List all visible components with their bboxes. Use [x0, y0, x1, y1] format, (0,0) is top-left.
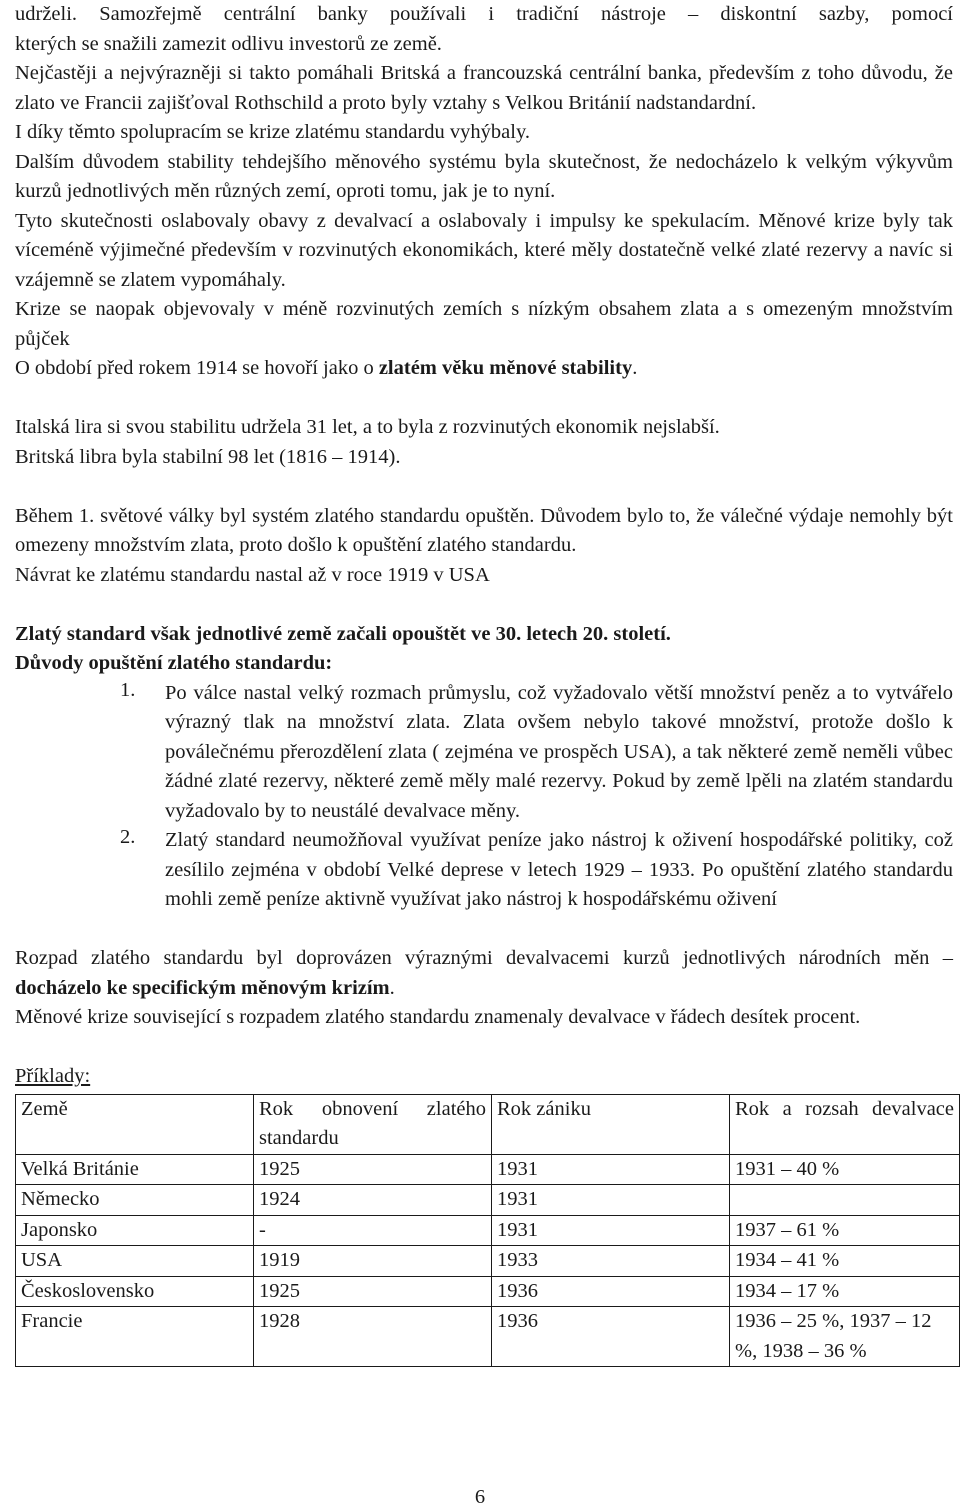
- table-cell: Velká Británie: [16, 1154, 254, 1185]
- table-header-cell: Rok zániku: [492, 1094, 730, 1154]
- reason-item: [15, 826, 953, 915]
- table-cell: 1925: [254, 1276, 492, 1307]
- return-paragraph: Návrat ke zlatému standardu nastal až v roce 1919 v USA: [15, 563, 490, 586]
- golden-age-emphasis: zlatém věku měnové stability: [378, 357, 633, 379]
- table-cell: Francie: [16, 1307, 254, 1367]
- golden-age-post: .: [632, 357, 638, 379]
- table-row: [16, 1307, 960, 1367]
- abandon-heading: Zlatý standard však jednotlivé země začali opouštět ve 30. letech 20. století.: [15, 622, 671, 645]
- page-number: 6: [474, 1486, 486, 1508]
- table-cell: 1925: [254, 1154, 492, 1185]
- table-row: [16, 1215, 960, 1246]
- table-header-cell: Rok obnovení zlatého standardu: [254, 1094, 492, 1154]
- table-cell: Československo: [16, 1276, 254, 1307]
- libra-paragraph: Britská libra byla stabilní 98 let (1816 – 1914).: [15, 445, 401, 468]
- table-row: [16, 1185, 960, 1216]
- table-cell: 1934 – 41 %: [730, 1246, 960, 1277]
- table-cell: 1931: [492, 1185, 730, 1216]
- reason-number: 1.: [120, 678, 136, 701]
- cooperation-paragraph: I díky těmto spolupracím se krize zlatému standardu vyhýbaly.: [15, 121, 531, 143]
- table-cell: USA: [16, 1246, 254, 1277]
- reasons-heading: Důvody opuštění zlatého standardu:: [15, 652, 333, 674]
- reasons-list: [15, 679, 953, 915]
- intro-paragraph-line-1: udrželi. Samozřejmě centrální banky používali i tradiční nástroje – diskontní sazby, pomocí: [15, 3, 953, 25]
- currency-crises-emphasis: docházelo ke specifickým měnovým krizím: [15, 976, 390, 999]
- collapse-paragraph: Rozpad zlatého standardu byl doprovázen výraznými devalvacemi kurzů jednotlivých národních měn – docházelo ke specifickým měnovým krizím.: [15, 947, 953, 999]
- table-cell: Japonsko: [16, 1215, 254, 1246]
- table-header-cell: Rok a rozsah devalvace: [730, 1094, 960, 1154]
- reason-text: Po válce nastal velký rozmach průmyslu, což vyžadovalo větší množství peněz a to vytvářelo výrazný tlak na množství zlata. Zlata ovšem nebylo takové množství, protože došlo k poválečnému přerozdělení zlata ( zejména ve prospěch USA), a tak některé země neměli vůbec žádné zlaté rezervy, některé země měly malé rezervy. Pokud by země lpěli na zlatém standardu vyžadovalo by to neustálé devalvace měny.: [165, 681, 953, 822]
- golden-age-pre: O období před rokem 1914 se hovoří jako o: [15, 357, 379, 379]
- table-cell: 1934 – 17 %: [730, 1276, 960, 1307]
- table-cell: 1931: [492, 1154, 730, 1185]
- table-row: [16, 1276, 960, 1307]
- table-cell: 1936: [492, 1276, 730, 1307]
- examples-label: Příklady:: [15, 1065, 91, 1087]
- document-page: [15, 0, 953, 1367]
- table-cell: 1931 – 40 %: [730, 1154, 960, 1185]
- table-cell: 1928: [254, 1307, 492, 1367]
- table-row: [16, 1246, 960, 1277]
- golden-age-paragraph: [15, 354, 953, 384]
- reason-text: Zlatý standard neumožňoval využívat peníze jako nástroj k oživení hospodářské politiky, což zesílilo zejména v období Velké deprese v letech 1929 – 1933. Po opuštění zlatého standardu mohli země peníze aktivně využívat jako nástroj k hospodářskému oživení: [165, 829, 953, 910]
- reason-number: 2.: [120, 826, 136, 848]
- table-cell: 1933: [492, 1246, 730, 1277]
- reason-item: [15, 679, 953, 827]
- exchange-rate-paragraph: Dalším důvodem stability tehdejšího měnového systému byla skutečnost, že nedocházelo k velkým výkyvům kurzů jednotlivých měn různých zemí, oproti tomu, jak je to nyní.: [15, 150, 953, 202]
- table-cell: 1937 – 61 %: [730, 1215, 960, 1246]
- table-header-row: [16, 1094, 960, 1154]
- table-cell: [730, 1185, 960, 1216]
- lira-paragraph: Italská lira si svou stabilitu udržela 31 let, a to byla z rozvinutých ekonomik nejslabší.: [15, 416, 720, 438]
- speculation-paragraph: Tyto skutečnosti oslabovaly obavy z devalvací a oslabovaly i impulsy ke spekulacím. Měnové krize byly tak víceméně výjimečné především v rozvinutých ekonomikách, které měly dostatečně velké zlaté rezervy a navíc si vzájemně se zlatem vypomáhaly.: [15, 209, 953, 291]
- intro-paragraph-line-2: kterých se snažili zamezit odlivu investorů ze země.: [15, 32, 442, 55]
- ww1-paragraph: Během 1. světové války byl systém zlatého standardu opuštěn. Důvodem bylo to, že válečné výdaje nemohly být omezeny množstvím zlata, proto došlo k opuštění zlatého standardu.: [15, 504, 953, 556]
- examples-table: [15, 1094, 960, 1368]
- table-cell: 1924: [254, 1185, 492, 1216]
- table-cell: 1931: [492, 1215, 730, 1246]
- table-cell: -: [254, 1215, 492, 1246]
- table-cell: 1919: [254, 1246, 492, 1277]
- devaluation-paragraph: Měnové krize související s rozpadem zlatého standardu znamenaly devalvace v řádech desítek procent.: [15, 1006, 861, 1028]
- table-cell: 1936: [492, 1307, 730, 1367]
- table-header-cell: Země: [16, 1094, 254, 1154]
- developing-countries-paragraph: Krize se naopak objevovaly v méně rozvinutých zemích s nízkým obsahem zlata a s omezeným množstvím půjček: [15, 298, 953, 350]
- table-cell: Německo: [16, 1185, 254, 1216]
- table-cell: 1936 – 25 %, 1937 – 12 %, 1938 – 36 %: [730, 1307, 960, 1367]
- table-row: [16, 1154, 960, 1185]
- rothschild-paragraph: Nejčastěji a nejvýrazněji si takto pomáhali Britská a francouzská centrální banka, především z toho důvodu, že zlato ve Francii zajišťoval Rothschild a proto byly vztahy s Velkou Británií nadstandardní.: [15, 62, 953, 114]
